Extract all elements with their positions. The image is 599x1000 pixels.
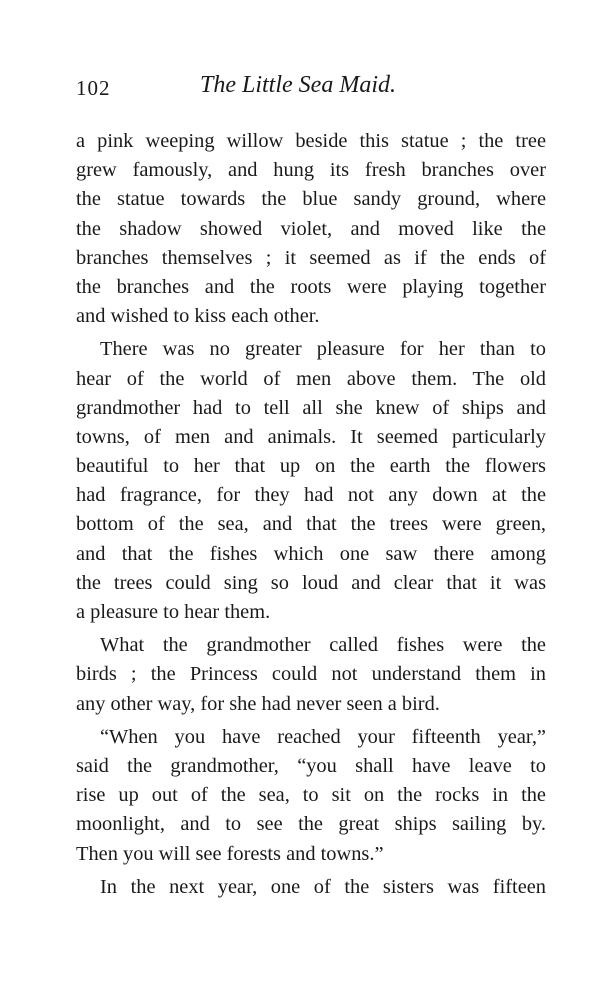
page-number: 102 — [76, 76, 111, 100]
text-line: In the next year, one of the sisters was fifteen — [100, 875, 546, 898]
text-line: and that the fishes which one saw there among — [76, 542, 546, 565]
text-line: rise up out of the sea, to sit on the rocks in the — [76, 784, 546, 807]
text-line: the branches and the roots were playing together — [76, 275, 546, 298]
text-line: beautiful to her that up on the earth the flowers — [76, 455, 546, 478]
text-line: What the grandmother called fishes were the — [100, 634, 546, 657]
text-line: moonlight, and to see the great ships sailing by. — [76, 813, 546, 836]
body-text — [76, 127, 546, 902]
text-line: hear of the world of men above them. The old — [76, 367, 546, 390]
text-line: the trees could sing so loud and clear that it was — [76, 571, 546, 594]
text-line: grew famously, and hung its fresh branches over — [76, 159, 546, 182]
paragraph — [76, 127, 546, 331]
text-line: bottom of the sea, and that the trees were green, — [76, 513, 546, 536]
paragraph — [76, 335, 546, 627]
text-line: towns, of men and animals. It seemed particularly — [76, 425, 546, 448]
text-line: birds ; the Princess could not understand them in — [76, 663, 546, 686]
text-line: and wished to kiss each other. — [76, 305, 320, 328]
text-line: the shadow showed violet, and moved like the — [76, 217, 546, 240]
paragraph — [76, 631, 546, 719]
text-line: grandmother had to tell all she knew of ships and — [76, 396, 546, 419]
text-line: the statue towards the blue sandy ground, where — [76, 188, 546, 211]
text-line: Then you will see forests and towns.” — [76, 842, 384, 865]
text-line: a pleasure to hear them. — [76, 601, 271, 623]
text-line: “When you have reached your fifteenth year,” — [100, 725, 546, 748]
text-line: any other way, for she had never seen a bird. — [76, 692, 440, 715]
text-line: had fragrance, for they had not any down at the — [76, 484, 546, 507]
page-header — [76, 72, 548, 108]
text-line: There was no greater pleasure for her than to — [100, 338, 546, 361]
text-line: branches themselves ; it seemed as if the ends of — [76, 246, 546, 269]
text-line: a pink weeping willow beside this statue ; the tree — [76, 130, 546, 152]
text-line: said the grandmother, “you shall have leave to — [76, 754, 546, 777]
paragraph — [76, 723, 546, 869]
running-title: The Little Sea Maid. — [200, 72, 396, 98]
paragraph — [76, 873, 546, 902]
